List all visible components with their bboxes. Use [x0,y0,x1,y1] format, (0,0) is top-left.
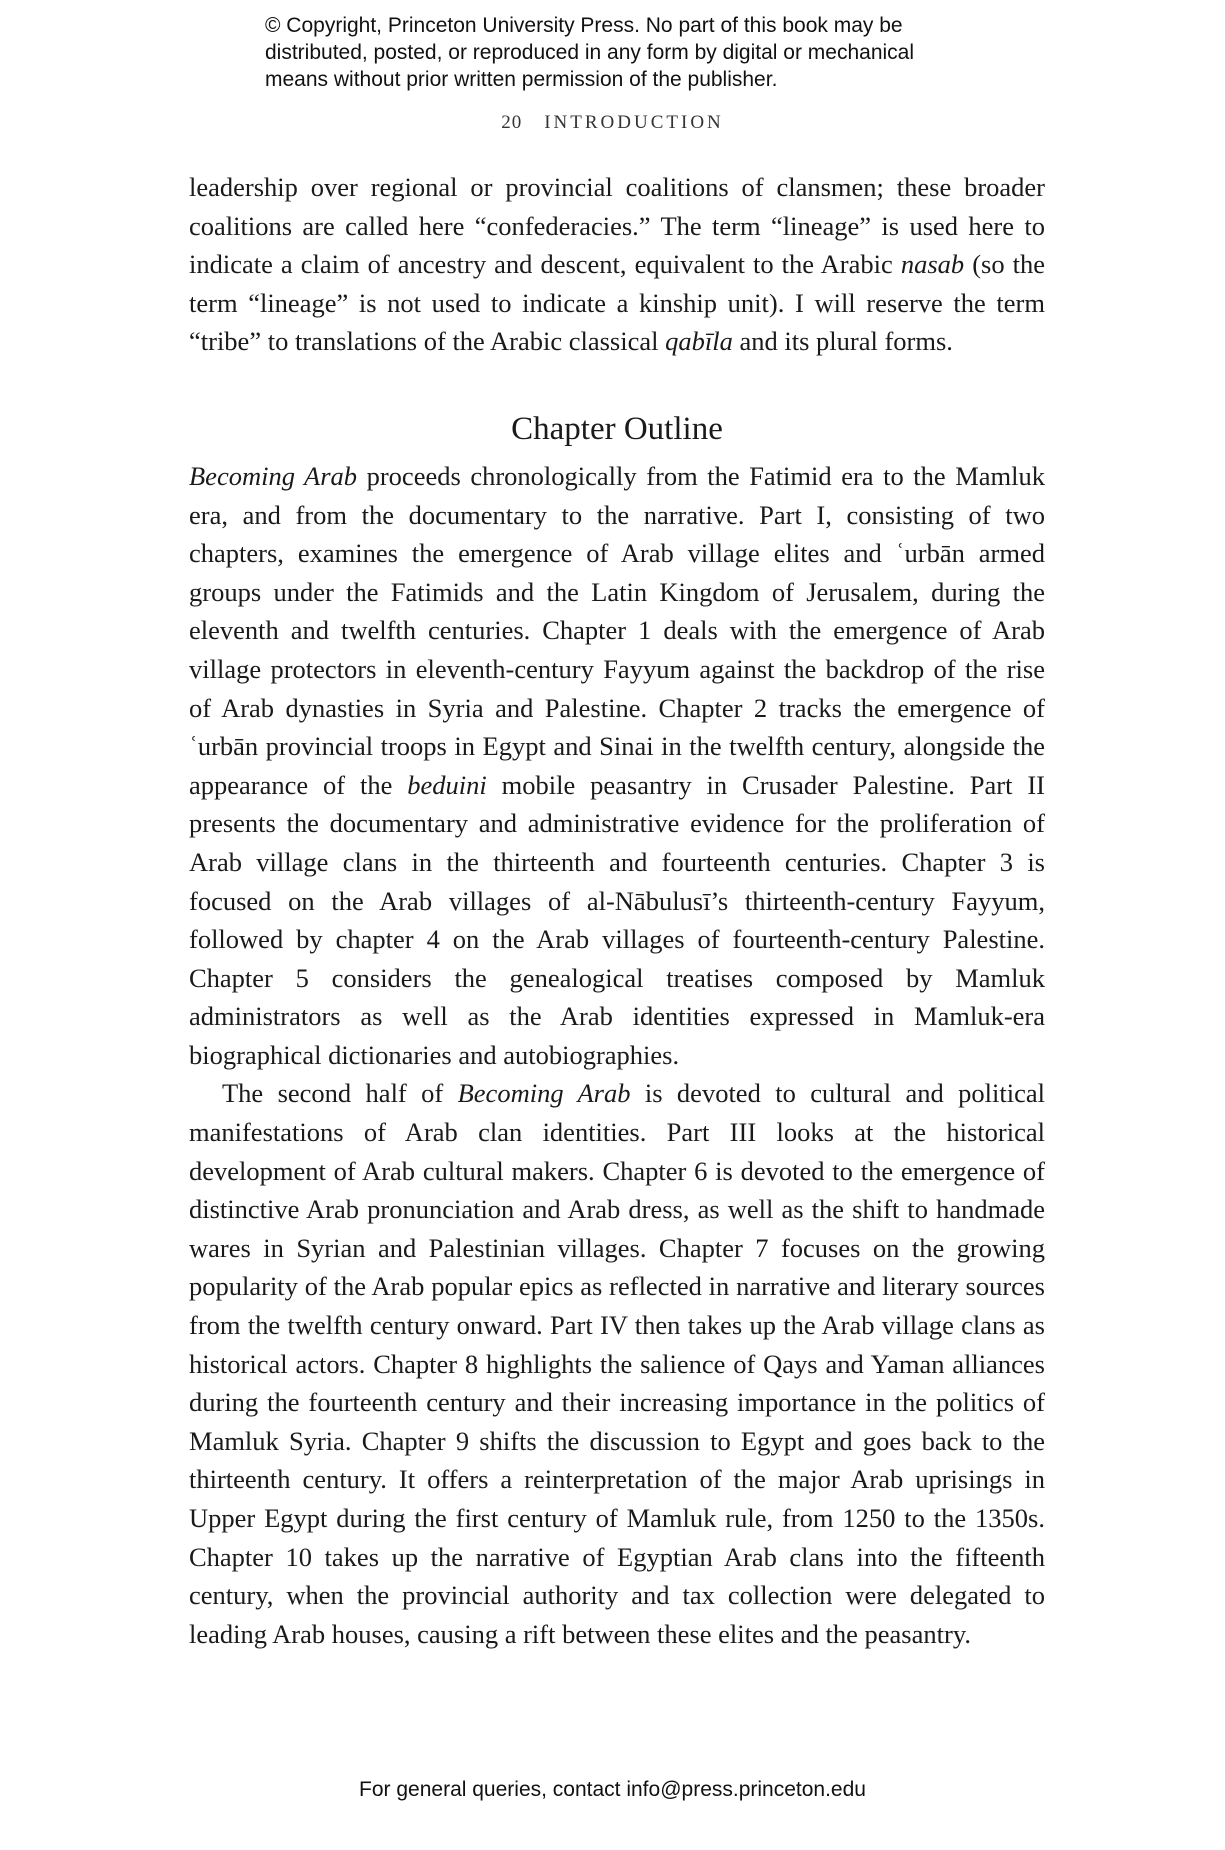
copyright-notice: © Copyright, Princeton University Press. No part of this book may be distributed, posted, or reproduced in any form by digital or mechanical means without prior written permission of the publisher. [265,14,915,91]
text-run: leadership over regional or provincial coalitions of clansmen; these broader coalitions are called here “confederacies.” The term “lineage” is used here to indicate a claim of ancestry and descent, equivalent to the Arabic [189,172,1045,280]
text-run: mobile peasantry in Crusader Palestine. Part II presents the documentary and administrative evidence for the proliferation of Arab village clans in the thirteenth and fourteenth centuries. Chapter 3 is focused on the Arab villages of al-Nābulusī’s thirteenth-century Fayyum, followed by chapter 4 on the Arab villages of fourteenth-century Palestine. Chapter 5 considers the genealogical treatises composed by Mamluk administrators as well as the Arab identities expressed in Mamluk-era biographical dictionaries and autobiographies. [189,769,1045,1070]
text-run: (so the term “lineage” is not used to indicate a kinship unit). I will reserve the term “tribe” to translations of the Arabic classical [189,249,1046,357]
section-title: INTRODUCTION [544,112,724,133]
text-run: and its plural forms. [732,326,953,357]
text-run: proceeds chronologically from the Fatimid era to the Mamluk era, and from the documentary to the narrative. Part I, consisting of two chapters, examines the emergence of Arab village elites and ʿurbān armed groups under the Fatimids and the Latin Kingdom of Jerusalem, during the eleventh and twelfth centuries. Chapter 1 deals with the emergence of Arab village protectors in eleventh-century Fayyum against the backdrop of the rise of Arab dynasties in Syria and Palestine. Chapter 2 tracks the emergence of ʿurbān provincial troops in Egypt and Sinai in the twelfth century, alongside the appearance of the [189,460,1045,800]
italic-title: Becoming Arab [189,460,358,491]
text-run: The second half of [222,1078,458,1109]
paragraph-part-three-four [189,1074,1045,1653]
italic-term: nasab [900,249,965,280]
page-number: 20 [501,112,523,133]
italic-term: beduini [407,769,487,800]
text-run: is devoted to cultural and political manifestations of Arab clan identities. Part III looks at the historical development of Arab cultural makers. Chapter 6 is devoted to the emergence of distinctive Arab pronunciation and Arab dress, as well as the shift to handmade wares in Syrian and Palestinian villages. Chapter 7 focuses on the growing popularity of the Arab popular epics as reflected in narrative and literary sources from the twelfth century onward. Part IV then takes up the Arab village clans as historical actors. Chapter 8 highlights the salience of Qays and Yaman alliances during the fourteenth century and their increasing importance in the politics of Mamluk Syria. Chapter 9 shifts the discussion to Egypt and goes back to the thirteenth century. It offers a reinterpretation of the major Arab uprisings in Upper Egypt during the first century of Mamluk rule, from 1250 to the 1350s. Chapter 10 takes up the narrative of Egyptian Arab clans into the fifteenth century, when the provincial authority and tax collection were delegated to leading Arab houses, causing a rift between these elites and the peasantry. [189,1078,1046,1649]
italic-term: qabīla [665,326,733,357]
paragraph-lineage [189,168,1045,361]
footer-contact: For general queries, contact info@press.princeton.edu [359,1778,866,1801]
paragraph-part-one-two [189,457,1045,1075]
running-head [0,112,1225,134]
italic-title: Becoming Arab [457,1078,631,1109]
body-text [189,168,1045,1653]
chapter-outline-heading: Chapter Outline [511,410,723,447]
